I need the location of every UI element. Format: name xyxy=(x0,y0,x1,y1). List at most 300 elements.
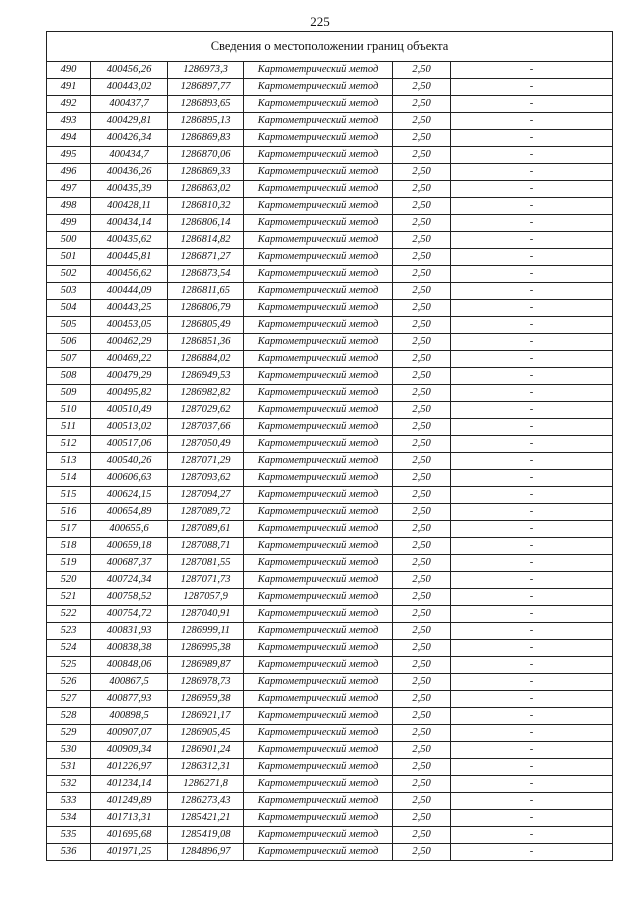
description-cell: - xyxy=(451,402,613,419)
x-coordinate-cell: 400444,09 xyxy=(91,283,168,300)
accuracy-cell: 2,50 xyxy=(393,419,451,436)
description-cell: - xyxy=(451,453,613,470)
table-row xyxy=(47,317,613,334)
accuracy-cell: 2,50 xyxy=(393,606,451,623)
table-row xyxy=(47,453,613,470)
method-cell: Картометрический метод xyxy=(244,470,393,487)
description-cell: - xyxy=(451,181,613,198)
y-coordinate-cell: 1286989,87 xyxy=(168,657,244,674)
y-coordinate-cell: 1286949,53 xyxy=(168,368,244,385)
point-number-cell: 513 xyxy=(47,453,91,470)
description-cell: - xyxy=(451,827,613,844)
method-cell: Картометрический метод xyxy=(244,487,393,504)
y-coordinate-cell: 1286897,77 xyxy=(168,79,244,96)
y-coordinate-cell: 1286312,31 xyxy=(168,759,244,776)
accuracy-cell: 2,50 xyxy=(393,266,451,283)
x-coordinate-cell: 401234,14 xyxy=(91,776,168,793)
point-number-cell: 496 xyxy=(47,164,91,181)
accuracy-cell: 2,50 xyxy=(393,538,451,555)
table-row xyxy=(47,147,613,164)
y-coordinate-cell: 1286871,27 xyxy=(168,249,244,266)
accuracy-cell: 2,50 xyxy=(393,215,451,232)
x-coordinate-cell: 400606,63 xyxy=(91,470,168,487)
point-number-cell: 507 xyxy=(47,351,91,368)
point-number-cell: 533 xyxy=(47,793,91,810)
method-cell: Картометрический метод xyxy=(244,147,393,164)
x-coordinate-cell: 400687,37 xyxy=(91,555,168,572)
method-cell: Картометрический метод xyxy=(244,793,393,810)
table-row xyxy=(47,725,613,742)
accuracy-cell: 2,50 xyxy=(393,555,451,572)
point-number-cell: 495 xyxy=(47,147,91,164)
description-cell: - xyxy=(451,334,613,351)
accuracy-cell: 2,50 xyxy=(393,368,451,385)
boundary-points-table xyxy=(46,31,613,861)
point-number-cell: 527 xyxy=(47,691,91,708)
description-cell: - xyxy=(451,691,613,708)
description-cell: - xyxy=(451,385,613,402)
table-row xyxy=(47,181,613,198)
method-cell: Картометрический метод xyxy=(244,79,393,96)
table-row xyxy=(47,130,613,147)
y-coordinate-cell: 1286895,13 xyxy=(168,113,244,130)
table-row xyxy=(47,385,613,402)
method-cell: Картометрический метод xyxy=(244,453,393,470)
table-row xyxy=(47,759,613,776)
y-coordinate-cell: 1286982,82 xyxy=(168,385,244,402)
method-cell: Картометрический метод xyxy=(244,504,393,521)
table-row xyxy=(47,657,613,674)
accuracy-cell: 2,50 xyxy=(393,504,451,521)
description-cell: - xyxy=(451,351,613,368)
method-cell: Картометрический метод xyxy=(244,725,393,742)
point-number-cell: 522 xyxy=(47,606,91,623)
table-row xyxy=(47,844,613,861)
point-number-cell: 502 xyxy=(47,266,91,283)
y-coordinate-cell: 1287050,49 xyxy=(168,436,244,453)
point-number-cell: 493 xyxy=(47,113,91,130)
accuracy-cell: 2,50 xyxy=(393,79,451,96)
method-cell: Картометрический метод xyxy=(244,572,393,589)
table-body xyxy=(47,32,613,861)
method-cell: Картометрический метод xyxy=(244,674,393,691)
x-coordinate-cell: 400436,26 xyxy=(91,164,168,181)
x-coordinate-cell: 400428,11 xyxy=(91,198,168,215)
y-coordinate-cell: 1286810,32 xyxy=(168,198,244,215)
accuracy-cell: 2,50 xyxy=(393,470,451,487)
description-cell: - xyxy=(451,521,613,538)
description-cell: - xyxy=(451,504,613,521)
table-row xyxy=(47,402,613,419)
table-row xyxy=(47,164,613,181)
description-cell: - xyxy=(451,470,613,487)
accuracy-cell: 2,50 xyxy=(393,521,451,538)
point-number-cell: 491 xyxy=(47,79,91,96)
accuracy-cell: 2,50 xyxy=(393,147,451,164)
accuracy-cell: 2,50 xyxy=(393,317,451,334)
accuracy-cell: 2,50 xyxy=(393,385,451,402)
y-coordinate-cell: 1287088,71 xyxy=(168,538,244,555)
point-number-cell: 506 xyxy=(47,334,91,351)
y-coordinate-cell: 1286959,38 xyxy=(168,691,244,708)
x-coordinate-cell: 400909,34 xyxy=(91,742,168,759)
x-coordinate-cell: 400443,02 xyxy=(91,79,168,96)
table-row xyxy=(47,351,613,368)
description-cell: - xyxy=(451,640,613,657)
x-coordinate-cell: 400479,29 xyxy=(91,368,168,385)
y-coordinate-cell: 1287040,91 xyxy=(168,606,244,623)
description-cell: - xyxy=(451,810,613,827)
y-coordinate-cell: 1286893,65 xyxy=(168,96,244,113)
x-coordinate-cell: 400434,7 xyxy=(91,147,168,164)
description-cell: - xyxy=(451,844,613,861)
y-coordinate-cell: 1287081,55 xyxy=(168,555,244,572)
description-cell: - xyxy=(451,79,613,96)
accuracy-cell: 2,50 xyxy=(393,623,451,640)
table-row xyxy=(47,623,613,640)
description-cell: - xyxy=(451,113,613,130)
point-number-cell: 517 xyxy=(47,521,91,538)
x-coordinate-cell: 401713,31 xyxy=(91,810,168,827)
table-row xyxy=(47,555,613,572)
x-coordinate-cell: 400754,72 xyxy=(91,606,168,623)
table-row xyxy=(47,198,613,215)
method-cell: Картометрический метод xyxy=(244,249,393,266)
method-cell: Картометрический метод xyxy=(244,96,393,113)
accuracy-cell: 2,50 xyxy=(393,725,451,742)
y-coordinate-cell: 1286869,33 xyxy=(168,164,244,181)
y-coordinate-cell: 1286921,17 xyxy=(168,708,244,725)
point-number-cell: 528 xyxy=(47,708,91,725)
x-coordinate-cell: 400540,26 xyxy=(91,453,168,470)
method-cell: Картометрический метод xyxy=(244,113,393,130)
point-number-cell: 494 xyxy=(47,130,91,147)
method-cell: Картометрический метод xyxy=(244,606,393,623)
accuracy-cell: 2,50 xyxy=(393,198,451,215)
point-number-cell: 529 xyxy=(47,725,91,742)
method-cell: Картометрический метод xyxy=(244,827,393,844)
y-coordinate-cell: 1287094,27 xyxy=(168,487,244,504)
table-row xyxy=(47,436,613,453)
point-number-cell: 520 xyxy=(47,572,91,589)
table-row xyxy=(47,283,613,300)
accuracy-cell: 2,50 xyxy=(393,402,451,419)
y-coordinate-cell: 1286814,82 xyxy=(168,232,244,249)
table-row xyxy=(47,538,613,555)
table-row xyxy=(47,521,613,538)
table-row xyxy=(47,691,613,708)
point-number-cell: 492 xyxy=(47,96,91,113)
description-cell: - xyxy=(451,419,613,436)
description-cell: - xyxy=(451,487,613,504)
description-cell: - xyxy=(451,708,613,725)
y-coordinate-cell: 1286905,45 xyxy=(168,725,244,742)
description-cell: - xyxy=(451,742,613,759)
y-coordinate-cell: 1286873,54 xyxy=(168,266,244,283)
description-cell: - xyxy=(451,793,613,810)
y-coordinate-cell: 1287037,66 xyxy=(168,419,244,436)
accuracy-cell: 2,50 xyxy=(393,181,451,198)
y-coordinate-cell: 1286811,65 xyxy=(168,283,244,300)
x-coordinate-cell: 400434,14 xyxy=(91,215,168,232)
accuracy-cell: 2,50 xyxy=(393,351,451,368)
point-number-cell: 501 xyxy=(47,249,91,266)
method-cell: Картометрический метод xyxy=(244,130,393,147)
x-coordinate-cell: 400445,81 xyxy=(91,249,168,266)
x-coordinate-cell: 400456,26 xyxy=(91,62,168,79)
method-cell: Картометрический метод xyxy=(244,844,393,861)
table-row xyxy=(47,640,613,657)
point-number-cell: 521 xyxy=(47,589,91,606)
x-coordinate-cell: 400831,93 xyxy=(91,623,168,640)
x-coordinate-cell: 400624,15 xyxy=(91,487,168,504)
method-cell: Картометрический метод xyxy=(244,283,393,300)
point-number-cell: 516 xyxy=(47,504,91,521)
point-number-cell: 518 xyxy=(47,538,91,555)
y-coordinate-cell: 1286869,83 xyxy=(168,130,244,147)
method-cell: Картометрический метод xyxy=(244,521,393,538)
accuracy-cell: 2,50 xyxy=(393,232,451,249)
x-coordinate-cell: 400838,38 xyxy=(91,640,168,657)
x-coordinate-cell: 401971,25 xyxy=(91,844,168,861)
table-row xyxy=(47,215,613,232)
accuracy-cell: 2,50 xyxy=(393,640,451,657)
x-coordinate-cell: 401226,97 xyxy=(91,759,168,776)
point-number-cell: 504 xyxy=(47,300,91,317)
description-cell: - xyxy=(451,266,613,283)
method-cell: Картометрический метод xyxy=(244,742,393,759)
table-row xyxy=(47,249,613,266)
method-cell: Картометрический метод xyxy=(244,776,393,793)
method-cell: Картометрический метод xyxy=(244,436,393,453)
point-number-cell: 490 xyxy=(47,62,91,79)
point-number-cell: 530 xyxy=(47,742,91,759)
table-row xyxy=(47,504,613,521)
x-coordinate-cell: 400654,89 xyxy=(91,504,168,521)
description-cell: - xyxy=(451,589,613,606)
method-cell: Картометрический метод xyxy=(244,589,393,606)
point-number-cell: 536 xyxy=(47,844,91,861)
accuracy-cell: 2,50 xyxy=(393,283,451,300)
description-cell: - xyxy=(451,283,613,300)
method-cell: Картометрический метод xyxy=(244,266,393,283)
method-cell: Картометрический метод xyxy=(244,351,393,368)
y-coordinate-cell: 1286973,3 xyxy=(168,62,244,79)
accuracy-cell: 2,50 xyxy=(393,657,451,674)
x-coordinate-cell: 400510,49 xyxy=(91,402,168,419)
point-number-cell: 498 xyxy=(47,198,91,215)
x-coordinate-cell: 400435,39 xyxy=(91,181,168,198)
y-coordinate-cell: 1286273,43 xyxy=(168,793,244,810)
table-row xyxy=(47,827,613,844)
boundary-table-container xyxy=(46,31,612,861)
table-row xyxy=(47,487,613,504)
point-number-cell: 508 xyxy=(47,368,91,385)
y-coordinate-cell: 1284896,97 xyxy=(168,844,244,861)
table-row xyxy=(47,589,613,606)
y-coordinate-cell: 1287071,29 xyxy=(168,453,244,470)
description-cell: - xyxy=(451,232,613,249)
accuracy-cell: 2,50 xyxy=(393,130,451,147)
table-row xyxy=(47,810,613,827)
table-row xyxy=(47,606,613,623)
x-coordinate-cell: 400517,06 xyxy=(91,436,168,453)
y-coordinate-cell: 1287089,61 xyxy=(168,521,244,538)
y-coordinate-cell: 1286851,36 xyxy=(168,334,244,351)
y-coordinate-cell: 1286806,14 xyxy=(168,215,244,232)
y-coordinate-cell: 1286863,02 xyxy=(168,181,244,198)
x-coordinate-cell: 400659,18 xyxy=(91,538,168,555)
x-coordinate-cell: 401249,89 xyxy=(91,793,168,810)
table-row xyxy=(47,572,613,589)
y-coordinate-cell: 1287093,62 xyxy=(168,470,244,487)
point-number-cell: 499 xyxy=(47,215,91,232)
table-row xyxy=(47,232,613,249)
description-cell: - xyxy=(451,759,613,776)
method-cell: Картометрический метод xyxy=(244,419,393,436)
table-row xyxy=(47,368,613,385)
y-coordinate-cell: 1287029,62 xyxy=(168,402,244,419)
description-cell: - xyxy=(451,572,613,589)
x-coordinate-cell: 400758,52 xyxy=(91,589,168,606)
x-coordinate-cell: 400513,02 xyxy=(91,419,168,436)
y-coordinate-cell: 1286901,24 xyxy=(168,742,244,759)
accuracy-cell: 2,50 xyxy=(393,453,451,470)
accuracy-cell: 2,50 xyxy=(393,487,451,504)
table-row xyxy=(47,742,613,759)
y-coordinate-cell: 1286978,73 xyxy=(168,674,244,691)
accuracy-cell: 2,50 xyxy=(393,708,451,725)
point-number-cell: 512 xyxy=(47,436,91,453)
x-coordinate-cell: 400426,34 xyxy=(91,130,168,147)
method-cell: Картометрический метод xyxy=(244,810,393,827)
method-cell: Картометрический метод xyxy=(244,164,393,181)
table-row xyxy=(47,419,613,436)
table-title: Сведения о местоположении границ объекта xyxy=(47,32,613,62)
x-coordinate-cell: 400429,81 xyxy=(91,113,168,130)
description-cell: - xyxy=(451,317,613,334)
y-coordinate-cell: 1286271,8 xyxy=(168,776,244,793)
x-coordinate-cell: 400655,6 xyxy=(91,521,168,538)
table-row xyxy=(47,708,613,725)
y-coordinate-cell: 1286870,06 xyxy=(168,147,244,164)
table-row xyxy=(47,470,613,487)
method-cell: Картометрический метод xyxy=(244,181,393,198)
accuracy-cell: 2,50 xyxy=(393,96,451,113)
accuracy-cell: 2,50 xyxy=(393,844,451,861)
description-cell: - xyxy=(451,164,613,181)
table-row xyxy=(47,266,613,283)
y-coordinate-cell: 1286995,38 xyxy=(168,640,244,657)
table-row xyxy=(47,334,613,351)
point-number-cell: 509 xyxy=(47,385,91,402)
table-row xyxy=(47,113,613,130)
table-row xyxy=(47,96,613,113)
description-cell: - xyxy=(451,538,613,555)
accuracy-cell: 2,50 xyxy=(393,249,451,266)
table-row xyxy=(47,300,613,317)
method-cell: Картометрический метод xyxy=(244,691,393,708)
description-cell: - xyxy=(451,130,613,147)
method-cell: Картометрический метод xyxy=(244,555,393,572)
x-coordinate-cell: 400907,07 xyxy=(91,725,168,742)
method-cell: Картометрический метод xyxy=(244,538,393,555)
y-coordinate-cell: 1287089,72 xyxy=(168,504,244,521)
x-coordinate-cell: 400877,93 xyxy=(91,691,168,708)
description-cell: - xyxy=(451,725,613,742)
table-row xyxy=(47,793,613,810)
method-cell: Картометрический метод xyxy=(244,368,393,385)
method-cell: Картометрический метод xyxy=(244,657,393,674)
description-cell: - xyxy=(451,776,613,793)
point-number-cell: 503 xyxy=(47,283,91,300)
accuracy-cell: 2,50 xyxy=(393,572,451,589)
point-number-cell: 526 xyxy=(47,674,91,691)
point-number-cell: 515 xyxy=(47,487,91,504)
accuracy-cell: 2,50 xyxy=(393,776,451,793)
y-coordinate-cell: 1286806,79 xyxy=(168,300,244,317)
method-cell: Картометрический метод xyxy=(244,640,393,657)
method-cell: Картометрический метод xyxy=(244,317,393,334)
x-coordinate-cell: 400898,5 xyxy=(91,708,168,725)
method-cell: Картометрический метод xyxy=(244,402,393,419)
accuracy-cell: 2,50 xyxy=(393,827,451,844)
x-coordinate-cell: 400495,82 xyxy=(91,385,168,402)
y-coordinate-cell: 1286805,49 xyxy=(168,317,244,334)
x-coordinate-cell: 400453,05 xyxy=(91,317,168,334)
accuracy-cell: 2,50 xyxy=(393,759,451,776)
x-coordinate-cell: 400462,29 xyxy=(91,334,168,351)
table-row xyxy=(47,674,613,691)
point-number-cell: 535 xyxy=(47,827,91,844)
description-cell: - xyxy=(451,147,613,164)
y-coordinate-cell: 1287057,9 xyxy=(168,589,244,606)
description-cell: - xyxy=(451,623,613,640)
accuracy-cell: 2,50 xyxy=(393,164,451,181)
method-cell: Картометрический метод xyxy=(244,334,393,351)
x-coordinate-cell: 400724,34 xyxy=(91,572,168,589)
accuracy-cell: 2,50 xyxy=(393,589,451,606)
method-cell: Картометрический метод xyxy=(244,198,393,215)
method-cell: Картометрический метод xyxy=(244,232,393,249)
x-coordinate-cell: 400435,62 xyxy=(91,232,168,249)
description-cell: - xyxy=(451,300,613,317)
description-cell: - xyxy=(451,368,613,385)
point-number-cell: 505 xyxy=(47,317,91,334)
x-coordinate-cell: 400867,5 xyxy=(91,674,168,691)
point-number-cell: 531 xyxy=(47,759,91,776)
point-number-cell: 497 xyxy=(47,181,91,198)
y-coordinate-cell: 1285421,21 xyxy=(168,810,244,827)
accuracy-cell: 2,50 xyxy=(393,334,451,351)
table-row xyxy=(47,776,613,793)
point-number-cell: 519 xyxy=(47,555,91,572)
point-number-cell: 523 xyxy=(47,623,91,640)
description-cell: - xyxy=(451,249,613,266)
page-number: 225 xyxy=(310,14,330,29)
accuracy-cell: 2,50 xyxy=(393,674,451,691)
method-cell: Картометрический метод xyxy=(244,759,393,776)
point-number-cell: 500 xyxy=(47,232,91,249)
y-coordinate-cell: 1286999,11 xyxy=(168,623,244,640)
point-number-cell: 534 xyxy=(47,810,91,827)
description-cell: - xyxy=(451,555,613,572)
accuracy-cell: 2,50 xyxy=(393,113,451,130)
description-cell: - xyxy=(451,62,613,79)
accuracy-cell: 2,50 xyxy=(393,300,451,317)
x-coordinate-cell: 400437,7 xyxy=(91,96,168,113)
accuracy-cell: 2,50 xyxy=(393,793,451,810)
